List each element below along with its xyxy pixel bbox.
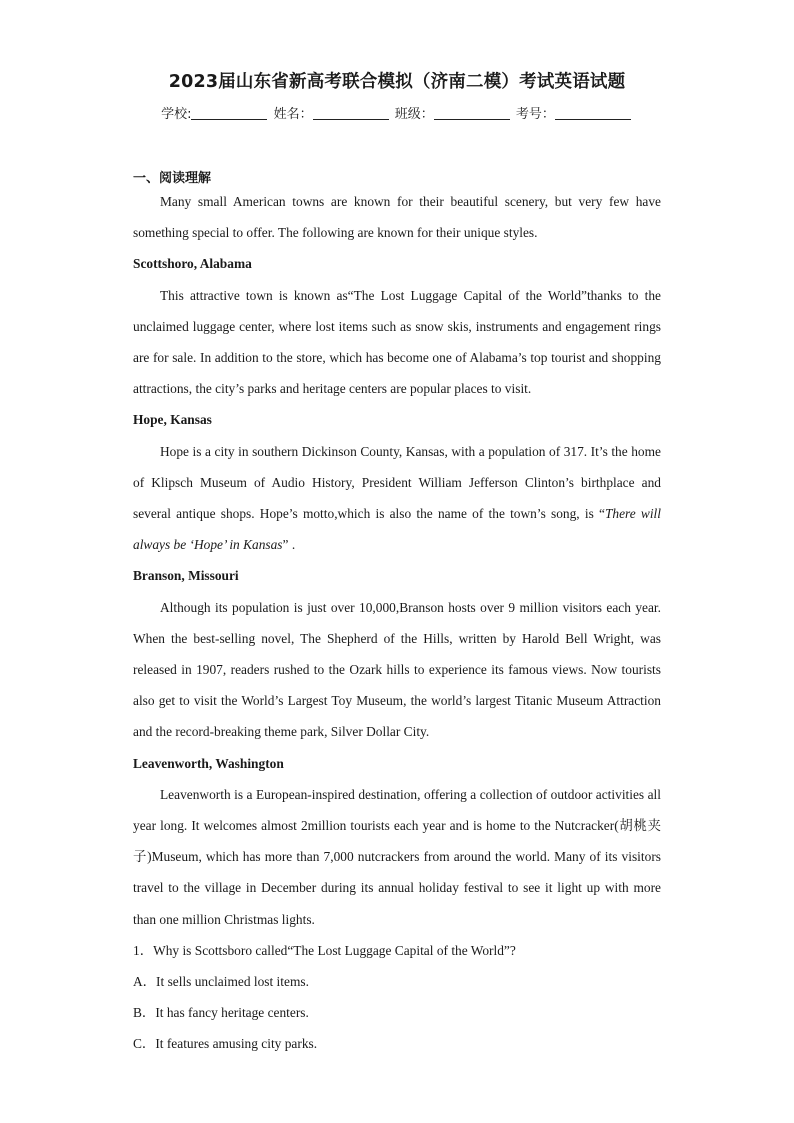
answer-option: A．It sells unclaimed lost items.	[133, 974, 309, 990]
town-heading: Leavenworth, Washington	[133, 755, 284, 771]
town-paragraph	[133, 436, 661, 561]
school-label: 学校:	[161, 107, 192, 122]
answer-option: C．It features amusing city parks.	[133, 1036, 318, 1052]
student-info-line	[0, 103, 794, 122]
exam-title: 2023届山东省新高考联合模拟（济南二模）考试英语试题	[168, 72, 626, 92]
name-blank[interactable]	[313, 107, 389, 120]
town-paragraph: This attractive town is known as“The Lost Luggage Capital of the World”thanks to the unclaimed luggage center, where lost items such as snow skis, instruments and engagement rings are for sale. In addition to the store, which has become one of Alabama’s top tourist and shopping attractions, the city’s parks and heritage centers are popular places to visit.	[133, 287, 661, 397]
class-label: 班级：	[394, 107, 434, 122]
town-heading: Scottshoro, Alabama	[133, 256, 252, 272]
town-text-end: ” .	[282, 537, 296, 553]
section-heading: 一、阅读理解	[133, 171, 212, 186]
town-paragraph: Although its population is just over 10,000,Branson hosts over 9 million visitors each year. When the best-selling novel, The Shepherd of the Hills, written by Harold Bell Wright, was released in 1907, readers rushed to the Ozark hills to experience its famous views. Now tourists also get to visit the World’s Largest Toy Museum, the world’s largest Titanic Museum Attraction and the record-breaking theme park, Silver Dollar City.	[133, 599, 661, 740]
exam-number-label: 考号：	[515, 107, 555, 122]
town-heading: Branson, Missouri	[133, 568, 239, 584]
town-motto: There will always be ‘Hope’ in Kansas	[133, 506, 661, 553]
exam-number-blank[interactable]	[555, 107, 631, 120]
reading-passage	[133, 186, 661, 1060]
town-paragraph: Leavenworth is a European-inspired destination, offering a collection of outdoor activities all year long. It welcomes almost 2million tourists each year and is home to the Nutcracker(胡桃夹子)Museum, which has more than 7,000 nutcrackers from around the world. Many of its visitors travel to the village in December during its annual holiday festival to see it light up with more than one million Christmas lights.	[133, 786, 661, 927]
school-blank[interactable]	[191, 107, 267, 120]
name-label: 姓名：	[273, 107, 313, 122]
question-stem: 1．Why is Scottsboro called“The Lost Luggage Capital of the World”?	[133, 942, 516, 958]
class-blank[interactable]	[434, 107, 510, 120]
passage-intro: Many small American towns are known for their beautiful scenery, but very few have something special to offer. The following are known for their unique styles.	[133, 194, 661, 241]
answer-option: B．It has fancy heritage centers.	[133, 1005, 309, 1021]
town-text: Hope is a city in southern Dickinson County, Kansas, with a population of 317. It’s the home of Klipsch Museum of Audio History, President William Jefferson Clinton’s birthplace and several antique shops. Hope’s motto,which is also the name of the town’s song, is “	[133, 443, 661, 522]
town-heading: Hope, Kansas	[133, 412, 212, 428]
